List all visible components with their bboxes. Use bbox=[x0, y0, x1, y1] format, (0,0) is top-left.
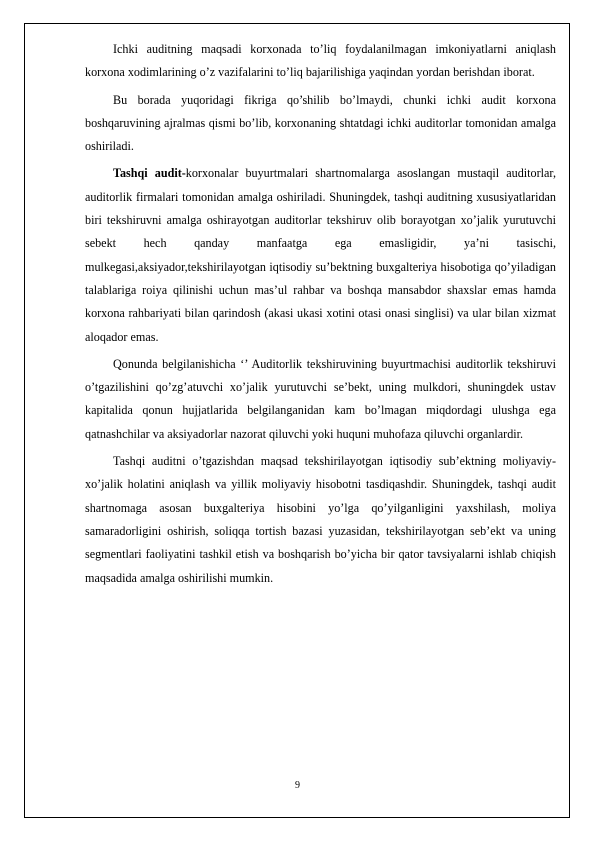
paragraph-4 bbox=[85, 353, 556, 446]
paragraph-3 bbox=[85, 162, 556, 348]
paragraph-3-text: korxonalar buyurtmalari shartnomalarga asoslangan mustaqil auditorlar, auditorlik firmalari tomonidan amalga oshiriladi. Shuningdek, tashqi auditning xususiyatlaridan biri tekshiruvni amalga oshirayotgan auditorlar tekshiruv olib borayotgan xo’jalik yurutuvchi sebekt hech qanday manfaatga ega emasligidir, ya’ni tasischi, mulkegasi,aksiyador,tekshirilayotgan iqtisodiy su’bektning buxgalteriya hisobotiga qo’yiladigan talablariga roiya qilinishi uchun mas’ul rahbar va boshqa mansabdor shaxslar emas hamda korxona rahbariyati bilan qarindosh (akasi ukasi xotini otasi onasi singlisi) va ular bilan xizmat aloqador emas. bbox=[85, 166, 556, 344]
paragraph-2 bbox=[85, 89, 556, 159]
document-body bbox=[85, 38, 556, 594]
page-number: 9 bbox=[295, 780, 300, 791]
paragraph-5-text: Tashqi auditni o’tgazishdan maqsad tekshirilayotgan iqtisodiy sub’ektning moliyaviy-xo’jalik holatini aniqlash va yillik moliyaviy hisobotni tasdiqashdir. Shuningdek, tashqi audit shartnomaga asosan buxgalteriya hisobini yo’lga qo’yilganligini yaxshilash, moliya samaradorligini oshirish, soliqqa tortish bazasi yuzasidan, tekshirilayotgan seb’ekt va uning segmentlari faoliyatini tashkil etish va boshqarish bo’yicha bir qator tavsiyalarni ishlab chiqish maqsadida amalga oshirilishi mumkin. bbox=[85, 454, 556, 585]
paragraph-4-text: Qonunda belgilanishicha ‘’ Auditorlik tekshiruvining buyurtmachisi auditorlik tekshiruvi o’tgazilishini qo’zg’atuvchi xo’jalik yurutuvchi se’bekt, uning mulkdori, shuningdek ustav kapitalida qonun hujjatlarida belgilanganidan kam bo’lmagan miqdordagi ulushga ega qatnashchilar va aksiyadorlar nazorat qiluvchi yoki huquni muhofaza qiluvchi organlardir. bbox=[85, 356, 556, 441]
paragraph-2-text: Bu borada yuqoridagi fikriga qo’shilib bo’lmaydi, chunki ichki audit korxona boshqaruvining ajralmas qismi bo’lib, korxonaning shtatdagi ichki auditorlar tomonidan amalga oshiriladi. bbox=[85, 92, 556, 154]
paragraph-1-text: Ichki auditning maqsadi korxonada to’liq foydalanilmagan imkoniyatlarni aniqlash korxona xodimlarining o’z vazifalarini to’liq bajarilishiga yaqindan yordan berishdan iborat. bbox=[85, 42, 556, 80]
paragraph-1 bbox=[85, 38, 556, 85]
paragraph-3-term: Tashqi audit- bbox=[113, 166, 186, 181]
paragraph-5 bbox=[85, 450, 556, 590]
